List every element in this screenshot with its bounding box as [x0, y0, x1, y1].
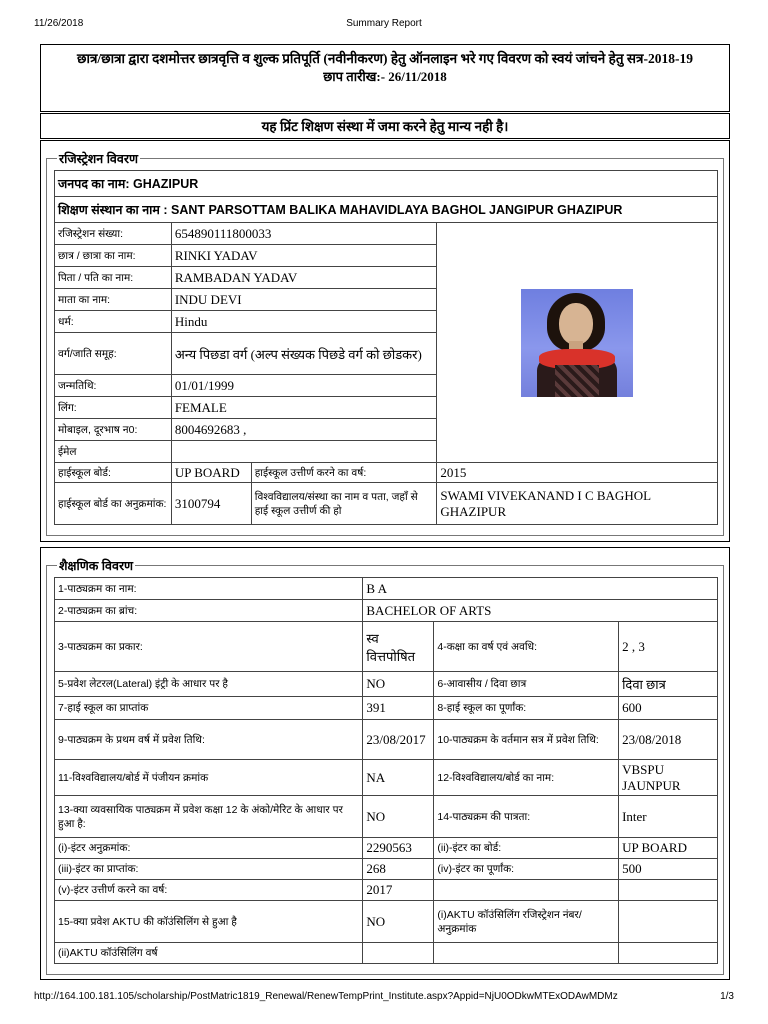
- field-value: Inter: [619, 796, 718, 838]
- institution-name: शिक्षण संस्थान का नाम : SANT PARSOTTAM BALIKA MAHAVIDLAYA BAGHOL JANGIPUR GHAZIPUR: [55, 197, 718, 223]
- table-row: [55, 880, 718, 901]
- academic-table: [54, 577, 718, 964]
- course-branch-row: [55, 600, 718, 622]
- institution-row: [55, 197, 718, 223]
- table-row: [55, 672, 718, 697]
- field-label: [434, 943, 619, 964]
- field-value: [619, 880, 718, 901]
- district-name: जनपद का नाम: GHAZIPUR: [55, 171, 718, 197]
- course-branch-value: BACHELOR OF ARTS: [363, 600, 718, 622]
- print-title: Summary Report: [346, 18, 422, 29]
- highschool-roll-row: [55, 483, 718, 525]
- field-value: 600: [619, 697, 718, 720]
- field-value: 391: [363, 697, 434, 720]
- field-label: वर्ग/जाति समूह:: [55, 333, 172, 375]
- field-value: 23/08/2018: [619, 720, 718, 760]
- field-label: रजिस्ट्रेशन संख्या:: [55, 223, 172, 245]
- field-label: धर्म:: [55, 311, 172, 333]
- field-label: (iv)-इंटर का पूर्णांक:: [434, 859, 619, 880]
- print-date: 11/26/2018: [34, 18, 84, 29]
- table-row: [55, 901, 718, 943]
- course-name-row: [55, 578, 718, 600]
- page-number: 1/3: [720, 991, 734, 1002]
- registration-number-value: 654890111800033: [171, 223, 437, 245]
- field-label: 2-पाठ्यक्रम का ब्रांच:: [55, 600, 363, 622]
- highschool-school-value: SWAMI VIVEKANAND I C BAGHOL GHAZIPUR: [437, 483, 718, 525]
- field-label: 13-क्या व्यवसायिक पाठ्यक्रम में प्रवेश कक्षा 12 के अंको/मेरिट के आधार पर हुआ है:: [55, 796, 363, 838]
- field-label: 8-हाई स्कूल का पूर्णांक:: [434, 697, 619, 720]
- field-value: 2017: [363, 880, 434, 901]
- field-value: VBSPU JAUNPUR: [619, 760, 718, 796]
- table-row: [55, 838, 718, 859]
- table-row: [55, 796, 718, 838]
- print-notice: यह प्रिंट शिक्षण संस्था में जमा करने हेतु मान्य नही है।: [40, 113, 730, 139]
- religion-value: Hindu: [171, 311, 437, 333]
- district-row: [55, 171, 718, 197]
- field-label: माता का नाम:: [55, 289, 172, 311]
- field-label: हाईस्कूल उत्तीर्ण करने का वर्ष:: [251, 463, 437, 483]
- field-label: विश्वविद्यालय/संस्था का नाम व पता, जहाँ से हाई स्कूल उत्तीर्ण की हो: [251, 483, 437, 525]
- highschool-roll-value: 3100794: [171, 483, 251, 525]
- field-label: पिता / पति का नाम:: [55, 267, 172, 289]
- student-name-value: RINKI YADAV: [171, 245, 437, 267]
- field-value: 268: [363, 859, 434, 880]
- highschool-board-row: [55, 463, 718, 483]
- field-label: हाईस्कूल बोर्ड का अनुक्रमांक:: [55, 483, 172, 525]
- field-label: मोबाइल, दूरभाष न0:: [55, 419, 172, 441]
- field-label: 5-प्रवेश लेटरल(Lateral) इंट्री के आधार पर है: [55, 672, 363, 697]
- field-label: (iii)-इंटर का प्राप्तांक:: [55, 859, 363, 880]
- field-value: [363, 943, 434, 964]
- table-row: [55, 720, 718, 760]
- email-value: [171, 441, 437, 463]
- field-value: NO: [363, 796, 434, 838]
- field-label: 1-पाठ्यक्रम का नाम:: [55, 578, 363, 600]
- print-date-heading: छाप तारीख:- 26/11/2018: [323, 69, 447, 84]
- field-label: 9-पाठ्यक्रम के प्रथम वर्ष में प्रवेश तिथि:: [55, 720, 363, 760]
- dob-value: 01/01/1999: [171, 375, 437, 397]
- field-label: (ii)-इंटर का बोर्ड:: [434, 838, 619, 859]
- gender-value: FEMALE: [171, 397, 437, 419]
- mobile-value: 8004692683 ,: [171, 419, 437, 441]
- field-label: (v)-इंटर उत्तीर्ण करने का वर्ष:: [55, 880, 363, 901]
- field-value: दिवा छात्र: [619, 672, 718, 697]
- field-label: 3-पाठ्यक्रम का प्रकार:: [55, 622, 363, 672]
- print-header: [34, 18, 734, 32]
- registration-number-row: [55, 223, 718, 245]
- field-label: 7-हाई स्कूल का प्राप्तांक: [55, 697, 363, 720]
- field-label: (i)-इंटर अनुक्रमांक:: [55, 838, 363, 859]
- print-footer: [34, 991, 734, 1005]
- registration-table: [54, 170, 718, 525]
- field-label: ईमेल: [55, 441, 172, 463]
- registration-legend: रजिस्ट्रेशन विवरण: [59, 152, 138, 166]
- field-value: 23/08/2017: [363, 720, 434, 760]
- field-label: 6-आवासीय / दिवा छात्र: [434, 672, 619, 697]
- table-row: [55, 859, 718, 880]
- field-value: NO: [363, 901, 434, 943]
- field-label: 4-कक्षा का वर्ष एवं अवधि:: [434, 622, 619, 672]
- highschool-board-value: UP BOARD: [171, 463, 251, 483]
- highschool-year-value: 2015: [437, 463, 718, 483]
- mother-name-value: INDU DEVI: [171, 289, 437, 311]
- field-label: 15-क्या प्रवेश AKTU की कॉउंसिलिंग से हुआ है: [55, 901, 363, 943]
- field-value: NA: [363, 760, 434, 796]
- field-label: छात्र / छात्रा का नाम:: [55, 245, 172, 267]
- academic-legend: शैक्षणिक विवरण: [59, 559, 134, 573]
- field-label: 10-पाठ्यक्रम के वर्तमान सत्र में प्रवेश तिथि:: [434, 720, 619, 760]
- field-value: [619, 901, 718, 943]
- field-label: 12-विश्वविद्यालय/बोर्ड का नाम:: [434, 760, 619, 796]
- field-label: (ii)AKTU कॉउंसिलिंग वर्ष: [55, 943, 363, 964]
- field-value: [619, 943, 718, 964]
- field-value: स्व वित्तपोषित: [363, 622, 434, 672]
- field-label: 11-विश्वविद्यालय/बोर्ड में पंजीयन क्रमांक: [55, 760, 363, 796]
- field-value: 2 , 3: [619, 622, 718, 672]
- field-value: UP BOARD: [619, 838, 718, 859]
- table-row: [55, 697, 718, 720]
- field-label: लिंग:: [55, 397, 172, 419]
- course-name-value: B A: [363, 578, 718, 600]
- field-value: NO: [363, 672, 434, 697]
- report-heading: [40, 44, 730, 112]
- student-photo: [521, 289, 633, 397]
- field-label: [434, 880, 619, 901]
- page-url: http://164.100.181.105/scholarship/PostMatric1819_Renewal/RenewTempPrint_Institute.aspx?Appid=NjU0ODkwMTExODAwMDMz: [34, 991, 618, 1002]
- table-row: [55, 622, 718, 672]
- category-value: अन्य पिछडा वर्ग (अल्प संख्यक पिछडे वर्ग को छोडकर): [171, 333, 437, 375]
- field-label: हाईस्कूल बोर्ड:: [55, 463, 172, 483]
- student-photo-cell: [437, 223, 718, 463]
- field-label: 14-पाठ्यक्रम की पात्रता:: [434, 796, 619, 838]
- field-value: 2290563: [363, 838, 434, 859]
- field-value: 500: [619, 859, 718, 880]
- father-name-value: RAMBADAN YADAV: [171, 267, 437, 289]
- heading-title: छात्र/छात्रा द्वारा दशमोत्तर छात्रवृत्ति व शुल्क प्रतिपूर्ति (नवीनीकरण) हेतु ऑनलाइन भरे गए विवरण को स्वयं जांचने हेतु सत्र-2018-19: [76, 51, 693, 66]
- field-label: जन्मतिथि:: [55, 375, 172, 397]
- table-row: [55, 943, 718, 964]
- table-row: [55, 760, 718, 796]
- field-label: (i)AKTU कॉउंसिलिंग रजिस्ट्रेशन नंबर/अनुक्रमांक: [434, 901, 619, 943]
